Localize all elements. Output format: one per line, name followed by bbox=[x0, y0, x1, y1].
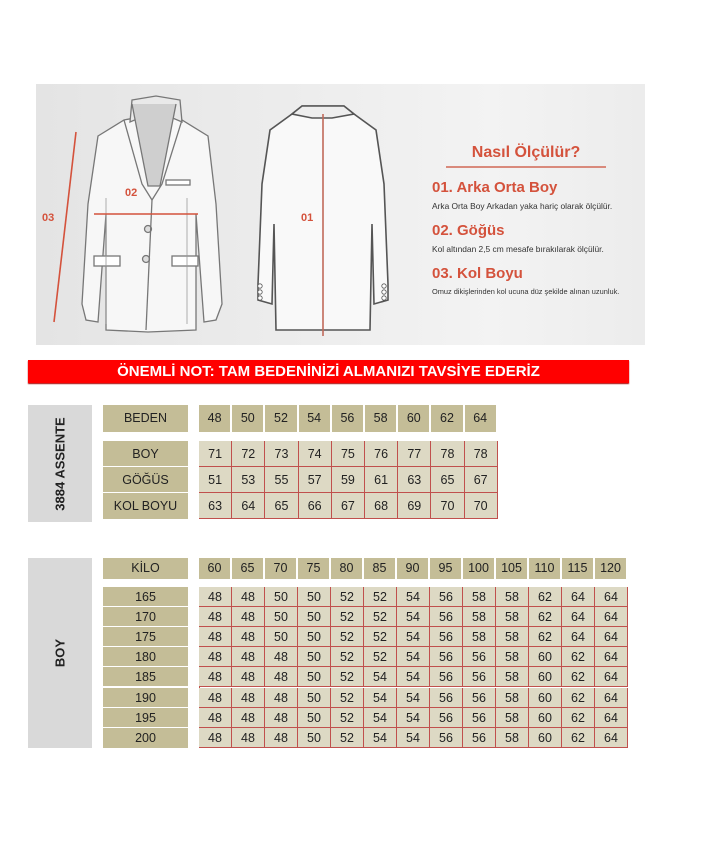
size-recommendation-cell: 64 bbox=[595, 667, 628, 687]
size-recommendation-cell: 58 bbox=[463, 587, 496, 607]
size-cell: 74 bbox=[299, 441, 332, 467]
size-recommendation-cell: 54 bbox=[397, 627, 430, 647]
size-recommendation-cell: 56 bbox=[463, 647, 496, 667]
size-recommendation-cell: 62 bbox=[562, 647, 595, 667]
size-recommendation-cell: 52 bbox=[331, 627, 364, 647]
size-recommendation-cell: 54 bbox=[397, 688, 430, 708]
size-recommendation-cell: 52 bbox=[331, 667, 364, 687]
size-recommendation-cell: 48 bbox=[199, 708, 232, 728]
size-recommendation-cell: 58 bbox=[496, 587, 529, 607]
size-cell: 70 bbox=[431, 493, 464, 519]
size-recommendation-cell: 56 bbox=[430, 587, 463, 607]
size-recommendation-cell: 54 bbox=[397, 728, 430, 748]
size-cell: 78 bbox=[431, 441, 464, 467]
size-recommendation-cell: 50 bbox=[298, 667, 331, 687]
size-cell: 78 bbox=[465, 441, 498, 467]
size-recommendation-cell: 48 bbox=[265, 708, 298, 728]
size-recommendation-cell: 52 bbox=[364, 607, 397, 627]
size-recommendation-cell: 54 bbox=[364, 667, 397, 687]
size-recommendation-cell: 52 bbox=[331, 647, 364, 667]
size-recommendation-cell: 64 bbox=[562, 587, 595, 607]
size-recommendation-cell: 50 bbox=[298, 728, 331, 748]
size-recommendation-cell: 48 bbox=[265, 667, 298, 687]
size-recommendation-cell: 50 bbox=[298, 627, 331, 647]
size-recommendation-cell: 56 bbox=[430, 667, 463, 687]
size-recommendation-cell: 54 bbox=[397, 667, 430, 687]
size-recommendation-cell: 52 bbox=[331, 587, 364, 607]
size-recommendation-cell: 48 bbox=[232, 708, 265, 728]
label-01: 01 bbox=[301, 212, 314, 224]
size-recommendation-cell: 64 bbox=[595, 708, 628, 728]
size-recommendation-cell: 60 bbox=[529, 647, 562, 667]
size-recommendation-cell: 52 bbox=[331, 708, 364, 728]
size-recommendation-cell: 58 bbox=[496, 667, 529, 687]
model-side-label bbox=[28, 405, 92, 522]
size-row-label: GÖĞÜS bbox=[103, 467, 188, 493]
size-recommendation-cell: 48 bbox=[232, 647, 265, 667]
size-recommendation-cell: 58 bbox=[463, 607, 496, 627]
size-recommendation-cell: 48 bbox=[232, 607, 265, 627]
label-03: 03 bbox=[42, 212, 55, 224]
weight-header-cell: 70 bbox=[265, 558, 298, 579]
size-cell: 76 bbox=[365, 441, 398, 467]
size-recommendation-cell: 52 bbox=[331, 688, 364, 708]
size-recommendation-cell: 52 bbox=[364, 627, 397, 647]
height-row-label: 195 bbox=[103, 708, 188, 728]
size-header-cell: 48 bbox=[199, 405, 232, 432]
weight-header-label: KİLO bbox=[103, 558, 188, 579]
size-header-cell: 52 bbox=[265, 405, 298, 432]
size-cell: 67 bbox=[465, 467, 498, 493]
size-recommendation-cell: 64 bbox=[595, 728, 628, 748]
size-recommendation-cell: 48 bbox=[232, 728, 265, 748]
size-recommendation-cell: 64 bbox=[562, 607, 595, 627]
size-recommendation-cell: 62 bbox=[562, 728, 595, 748]
height-row-label: 165 bbox=[103, 587, 188, 607]
size-cell: 57 bbox=[299, 467, 332, 493]
size-recommendation-cell: 48 bbox=[199, 627, 232, 647]
size-cell: 77 bbox=[398, 441, 431, 467]
size-recommendation-cell: 58 bbox=[463, 627, 496, 647]
size-recommendation-cell: 56 bbox=[430, 728, 463, 748]
size-recommendation-cell: 56 bbox=[430, 708, 463, 728]
size-recommendation-cell: 48 bbox=[265, 647, 298, 667]
size-cell: 55 bbox=[265, 467, 298, 493]
size-recommendation-cell: 58 bbox=[496, 627, 529, 647]
weight-header-cell: 80 bbox=[331, 558, 364, 579]
how-to-measure-title: Nasıl Ölçülür? bbox=[446, 144, 606, 168]
size-recommendation-cell: 60 bbox=[529, 728, 562, 748]
size-recommendation-cell: 56 bbox=[430, 607, 463, 627]
size-recommendation-cell: 56 bbox=[430, 627, 463, 647]
height-row-label: 200 bbox=[103, 728, 188, 748]
height-row-label: 190 bbox=[103, 688, 188, 708]
size-recommendation-cell: 64 bbox=[595, 607, 628, 627]
size-recommendation-cell: 64 bbox=[595, 587, 628, 607]
label-02: 02 bbox=[125, 187, 138, 199]
size-recommendation-cell: 48 bbox=[199, 647, 232, 667]
weight-header-cell: 100 bbox=[463, 558, 496, 579]
size-cell: 63 bbox=[199, 493, 232, 519]
size-recommendation-cell: 48 bbox=[265, 728, 298, 748]
step-3-description: Omuz dikişlerinden kol ucuna düz şekilde alınan uzunluk. bbox=[432, 287, 620, 296]
size-header-cell: 60 bbox=[398, 405, 431, 432]
size-recommendation-cell: 54 bbox=[397, 708, 430, 728]
size-recommendation-cell: 62 bbox=[562, 688, 595, 708]
size-header-cell: 50 bbox=[232, 405, 265, 432]
step-1-title: 01. Arka Orta Boy bbox=[432, 179, 558, 196]
size-recommendation-cell: 56 bbox=[430, 688, 463, 708]
size-recommendation-cell: 50 bbox=[265, 627, 298, 647]
size-recommendation-cell: 48 bbox=[199, 587, 232, 607]
size-recommendation-cell: 64 bbox=[595, 688, 628, 708]
size-recommendation-cell: 48 bbox=[232, 627, 265, 647]
size-cell: 75 bbox=[332, 441, 365, 467]
size-recommendation-cell: 58 bbox=[496, 647, 529, 667]
weight-header-cell: 75 bbox=[298, 558, 331, 579]
measurement-guide-panel bbox=[36, 84, 645, 345]
size-recommendation-cell: 54 bbox=[397, 607, 430, 627]
size-recommendation-cell: 48 bbox=[265, 688, 298, 708]
size-recommendation-cell: 50 bbox=[265, 607, 298, 627]
size-recommendation-cell: 62 bbox=[562, 667, 595, 687]
how-to-measure-text bbox=[432, 144, 647, 296]
size-recommendation-cell: 62 bbox=[529, 627, 562, 647]
size-recommendation-cell: 56 bbox=[463, 688, 496, 708]
size-recommendation-cell: 50 bbox=[298, 708, 331, 728]
height-side-label bbox=[28, 558, 92, 748]
size-header-label: BEDEN bbox=[103, 405, 188, 432]
size-recommendation-cell: 58 bbox=[496, 607, 529, 627]
size-cell: 59 bbox=[332, 467, 365, 493]
size-cell: 65 bbox=[265, 493, 298, 519]
jacket-diagram bbox=[36, 84, 436, 345]
size-cell: 53 bbox=[232, 467, 265, 493]
weight-header-cell: 85 bbox=[364, 558, 397, 579]
size-header-cell: 64 bbox=[465, 405, 498, 432]
size-recommendation-cell: 52 bbox=[331, 607, 364, 627]
size-recommendation-cell: 58 bbox=[496, 688, 529, 708]
size-recommendation-cell: 50 bbox=[298, 607, 331, 627]
size-cell: 66 bbox=[299, 493, 332, 519]
size-recommendation-cell: 48 bbox=[199, 607, 232, 627]
size-cell: 71 bbox=[199, 441, 232, 467]
size-cell: 70 bbox=[465, 493, 498, 519]
size-recommendation-cell: 56 bbox=[463, 728, 496, 748]
size-recommendation-cell: 54 bbox=[364, 708, 397, 728]
size-recommendation-cell: 50 bbox=[298, 587, 331, 607]
size-recommendation-cell: 60 bbox=[529, 667, 562, 687]
size-recommendation-cell: 56 bbox=[463, 708, 496, 728]
size-header-cell: 56 bbox=[332, 405, 365, 432]
size-cell: 73 bbox=[265, 441, 298, 467]
step-2-description: Kol altından 2,5 cm mesafe bırakılarak ölçülür. bbox=[432, 244, 604, 254]
height-row-label: 175 bbox=[103, 627, 188, 647]
size-recommendation-cell: 50 bbox=[298, 688, 331, 708]
weight-header-cell: 110 bbox=[529, 558, 562, 579]
size-header-cell: 58 bbox=[365, 405, 398, 432]
height-row-label: 180 bbox=[103, 647, 188, 667]
weight-header-cell: 95 bbox=[430, 558, 463, 579]
size-recommendation-cell: 54 bbox=[397, 587, 430, 607]
size-recommendation-cell: 54 bbox=[364, 728, 397, 748]
size-recommendation-cell: 58 bbox=[496, 708, 529, 728]
size-cell: 68 bbox=[365, 493, 398, 519]
size-recommendation-cell: 58 bbox=[496, 728, 529, 748]
sleeve-measure-line bbox=[54, 132, 76, 322]
size-recommendation-cell: 52 bbox=[364, 647, 397, 667]
size-recommendation-cell: 54 bbox=[397, 647, 430, 667]
step-3-title: 03. Kol Boyu bbox=[432, 265, 523, 282]
weight-header-cell: 115 bbox=[562, 558, 595, 579]
size-cell: 63 bbox=[398, 467, 431, 493]
weight-header-cell: 105 bbox=[496, 558, 529, 579]
size-recommendation-cell: 48 bbox=[199, 728, 232, 748]
model-name: 3884 ASSENTE bbox=[52, 416, 68, 511]
height-label: BOY bbox=[52, 638, 68, 668]
size-recommendation-cell: 64 bbox=[562, 627, 595, 647]
size-recommendation-cell: 60 bbox=[529, 688, 562, 708]
size-recommendation-cell: 64 bbox=[595, 627, 628, 647]
size-recommendation-cell: 56 bbox=[430, 647, 463, 667]
size-cell: 61 bbox=[365, 467, 398, 493]
size-recommendation-cell: 48 bbox=[232, 667, 265, 687]
size-recommendation-cell: 62 bbox=[529, 587, 562, 607]
size-recommendation-cell: 54 bbox=[364, 688, 397, 708]
size-cell: 51 bbox=[199, 467, 232, 493]
size-row-label: KOL BOYU bbox=[103, 493, 188, 519]
size-recommendation-cell: 48 bbox=[199, 688, 232, 708]
size-cell: 64 bbox=[232, 493, 265, 519]
step-2-title: 02. Göğüs bbox=[432, 222, 505, 239]
size-recommendation-cell: 52 bbox=[364, 587, 397, 607]
size-row-label: BOY bbox=[103, 441, 188, 467]
size-header-cell: 62 bbox=[431, 405, 464, 432]
size-recommendation-cell: 50 bbox=[298, 647, 331, 667]
step-1-description: Arka Orta Boy Arkadan yaka hariç olarak ölçülür. bbox=[432, 201, 613, 211]
size-recommendation-cell: 50 bbox=[265, 587, 298, 607]
size-header-cell: 54 bbox=[299, 405, 332, 432]
size-recommendation-cell: 56 bbox=[463, 667, 496, 687]
height-row-label: 185 bbox=[103, 667, 188, 687]
size-cell: 72 bbox=[232, 441, 265, 467]
weight-header-cell: 90 bbox=[397, 558, 430, 579]
height-row-label: 170 bbox=[103, 607, 188, 627]
size-recommendation-cell: 48 bbox=[232, 587, 265, 607]
size-recommendation-cell: 62 bbox=[529, 607, 562, 627]
size-cell: 65 bbox=[431, 467, 464, 493]
weight-header-cell: 60 bbox=[199, 558, 232, 579]
weight-header-cell: 120 bbox=[595, 558, 628, 579]
important-note-banner: ÖNEMLİ NOT: TAM BEDENİNİZİ ALMANIZI TAVSİYE EDERİZ bbox=[28, 360, 629, 383]
size-recommendation-cell: 52 bbox=[331, 728, 364, 748]
size-recommendation-cell: 60 bbox=[529, 708, 562, 728]
size-recommendation-cell: 62 bbox=[562, 708, 595, 728]
size-cell: 67 bbox=[332, 493, 365, 519]
size-recommendation-cell: 48 bbox=[199, 667, 232, 687]
weight-header-cell: 65 bbox=[232, 558, 265, 579]
size-recommendation-cell: 48 bbox=[232, 688, 265, 708]
size-recommendation-cell: 64 bbox=[595, 647, 628, 667]
size-cell: 69 bbox=[398, 493, 431, 519]
